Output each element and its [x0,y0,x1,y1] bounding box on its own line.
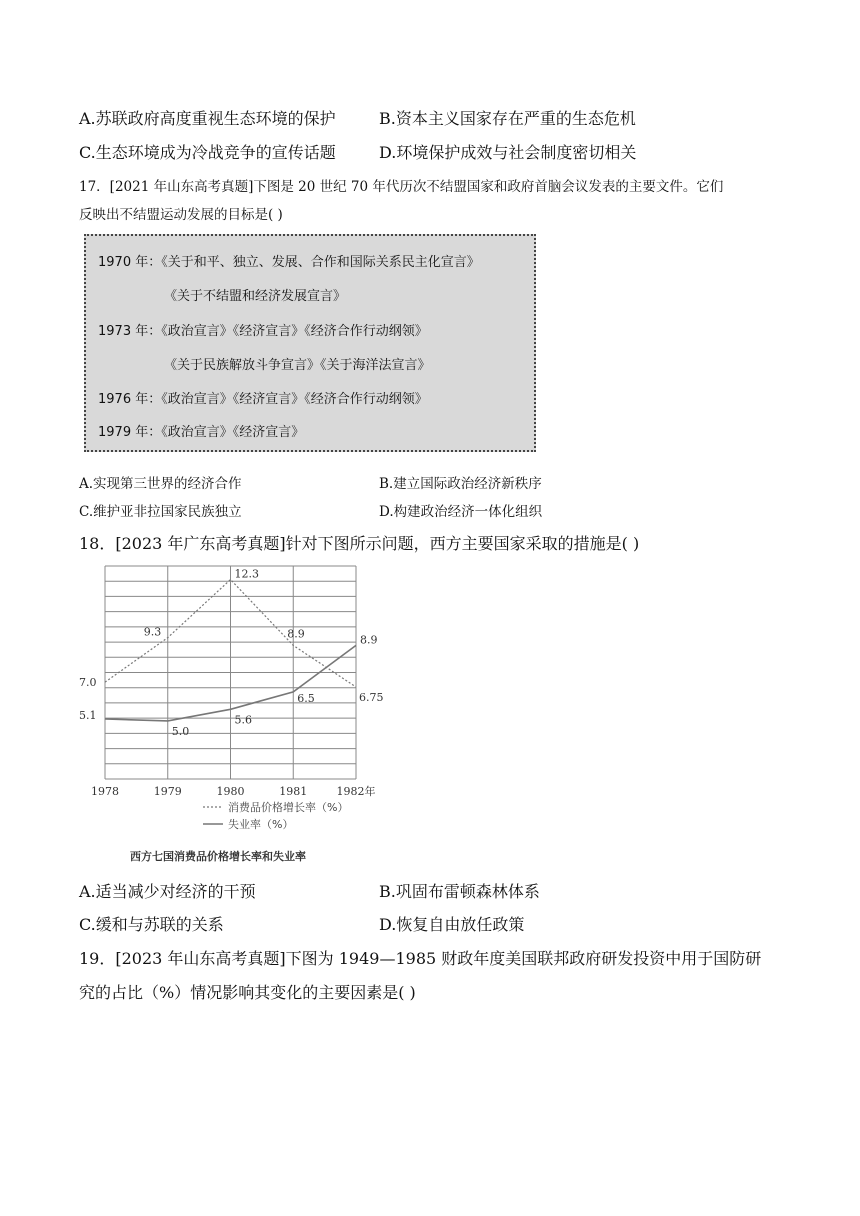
x-tick-label: 1982年 [336,785,376,798]
data-label: 5.0 [171,724,190,738]
data-label: 6.5 [297,691,315,705]
q17-stem-line2: 反映出不结盟运动发展的目标是( ) [79,207,283,223]
q16-option-a: A.苏联政府高度重视生态环境的保护 [79,109,336,128]
data-label: 5.1 [79,708,97,722]
chart-legend [203,800,348,831]
data-label: 6.75 [359,691,384,705]
q17-option-b: B.建立国际政治经济新秩序 [379,476,542,492]
q19-stem-line2: 究的占比（%）情况影响其变化的主要因素是( ) [79,983,416,1002]
chart-data-labels [79,568,384,738]
chart-title: 西方七国消费品价格增长率和失业率 [130,850,306,863]
q18-option-a: A.适当减少对经济的干预 [79,882,256,901]
legend-label-unemployment: 失业率（%） [228,818,294,831]
q16-option-c: C.生态环境成为冷战竞争的宣传话题 [79,143,336,162]
data-label: 7.0 [79,676,97,690]
q18-option-c: C.缓和与苏联的关系 [79,915,224,934]
q17-option-c: C.维护亚非拉国家民族独立 [79,504,242,520]
q19-stem-line1: 19．[2023 年山东高考真题]下图为 1949—1985 财政年度美国联邦政府研发投资中用于国防研 [79,949,762,968]
q17-stem-line1: 17．[2021 年山东高考真题]下图是 20 世纪 70 年代历次不结盟国家和政府首脑会议发表的主要文件。它们 [79,179,724,195]
q18-option-b: B.巩固布雷顿森林体系 [379,882,540,901]
q17-option-a: A.实现第三世界的经济合作 [79,476,242,492]
data-label: 9.3 [143,625,162,639]
q18-option-d: D.恢复自由放任政策 [379,915,525,934]
data-label: 8.9 [287,627,305,641]
data-label: 5.6 [234,713,252,727]
x-tick-label: 1981 [279,785,308,798]
legend-label-cpi: 消费品价格增长率（%） [228,801,349,814]
q16-option-b: B.资本主义国家存在严重的生态危机 [379,109,636,128]
q17-option-d: D.构建政治经济一体化组织 [379,504,543,520]
q18-line-chart [78,556,388,866]
x-tick-label: 1980 [216,785,245,798]
box-line-1979: 1979 年：《政治宣言》《经济宣言》 [98,425,305,440]
box-line-1970-b: 《关于不结盟和经济发展宣言》 [164,289,347,304]
box-line-1973-b: 《关于民族解放斗争宣言》《关于海洋法宣言》 [164,358,431,373]
box-line-1970: 1970 年：《关于和平、独立、发展、合作和国际关系民主化宣言》 [98,255,480,270]
data-label: 8.9 [360,633,378,647]
q17-documents-box [84,234,536,452]
q16-option-d: D.环境保护成效与社会制度密切相关 [379,143,637,162]
box-line-1976: 1976 年：《政治宣言》《经济宣言》《经济合作行动纲领》 [98,392,428,407]
chart-x-ticks [91,784,376,798]
data-label: 12.3 [234,567,259,581]
q18-stem: 18．[2023 年广东高考真题]针对下图所示问题，西方主要国家采取的措施是( ) [79,534,640,553]
x-tick-label: 1978 [91,785,119,798]
x-tick-label: 1979 [153,785,182,798]
box-line-1973: 1973 年：《政治宣言》《经济宣言》《经济合作行动纲领》 [98,324,428,339]
